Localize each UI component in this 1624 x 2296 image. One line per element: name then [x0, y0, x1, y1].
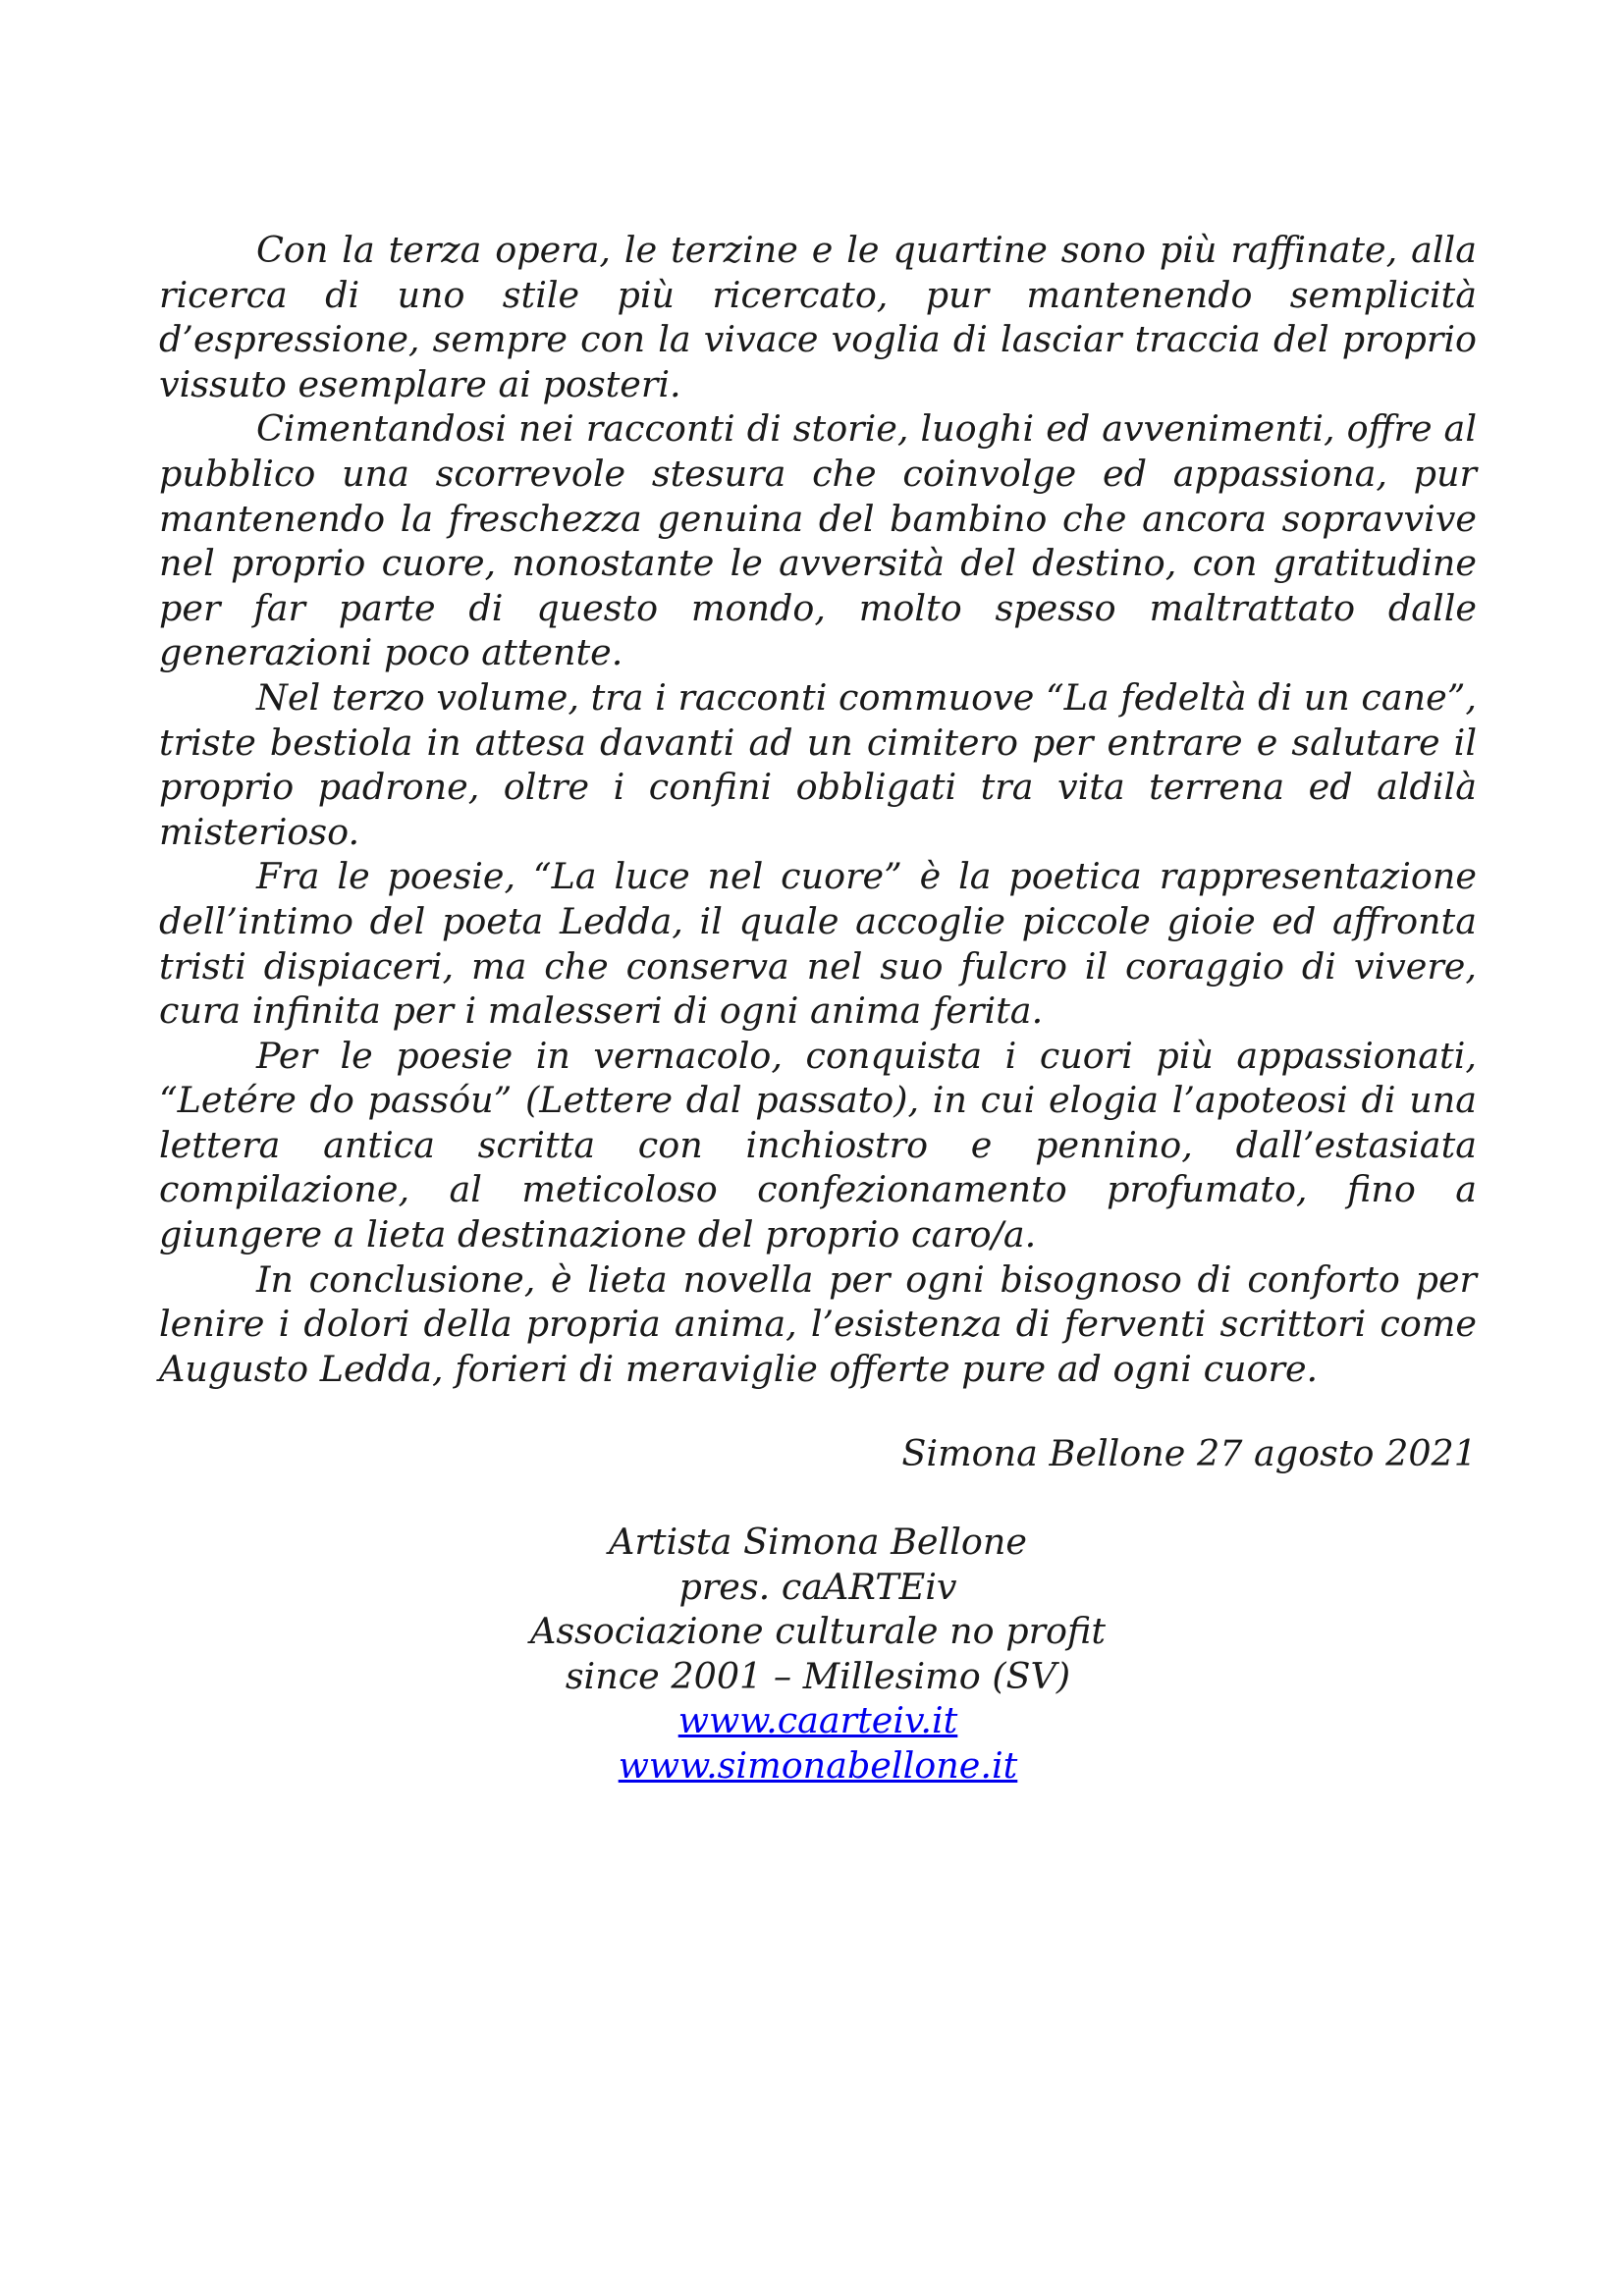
author-role: pres. caARTEiv: [678, 1565, 957, 1608]
caarteiv-link[interactable]: www.caarteiv.it: [677, 1699, 958, 1742]
association-since: since 2001 – Millesimo (SV): [565, 1654, 1071, 1697]
paragraph-1: Con la terza opera, le terzine e le quartine sono più raffinate, alla ricerca di uno stile più ricercato, pur mantenendo semplicità d’espressione, sempre con la vivace voglia di lasciar traccia del proprio vissuto esemplare ai posteri.: [159, 229, 1477, 405]
paragraph-3: Nel terzo volume, tra i racconti commuove “La fedeltà di un cane”, triste bestiola in attesa davanti ad un cimitero per entrare e salutare il proprio padrone, oltre i confini obbligati tra vita terrena ed aldilà misterioso.: [159, 675, 1477, 853]
signature-date: Simona Bellone 27 agosto 2021: [901, 1432, 1477, 1475]
paragraph-2: Cimentandosi nei racconti di storie, luoghi ed avvenimenti, offre al pubblico una scorrevole stesura che coinvolge ed appassiona, pur mantenendo la freschezza genuina del bambino che ancora sopravvive nel proprio cuore, nonostante le avversità del destino, con gratitudine per far parte di questo mondo, molto spesso maltrattato dalle generazioni poco attente.: [159, 407, 1477, 674]
paragraph-4: Fra le poesie, “La luce nel cuore” è la poetica rappresentazione dell’intimo del poeta Ledda, il quale accoglie piccole gioie ed affronta tristi dispiaceri, ma che conserva nel suo fulcro il coraggio di vivere, cura infinita per i malesseri di ogni anima ferita.: [159, 855, 1477, 1033]
footer-link-1-wrapper: [159, 1698, 1477, 1743]
association-name: Associazione culturale no profit: [529, 1610, 1107, 1653]
document-page: [159, 228, 1477, 1789]
paragraph-6: In conclusione, è lieta novella per ogni bisognoso di conforto per lenire i dolori della propria anima, l’esistenza di ferventi scrittori come Augusto Ledda, forieri di meraviglie offerte pure ad ogni cuore.: [159, 1257, 1477, 1390]
author-name: Artista Simona Bellone: [609, 1521, 1027, 1564]
simonabellone-link[interactable]: www.simonabellone.it: [618, 1744, 1018, 1787]
paragraph-5: Per le poesie in vernacolo, conquista i cuori più appassionati, “Letére do passóu” (Lettere dal passato), in cui elogia l’apoteosi di una lettera antica scritta con inchiostro e pennino, dall’estasiata compilazione, al meticoloso confezionamento profumato, fino a giungere a lieta destinazione del proprio caro/a.: [159, 1034, 1477, 1256]
footer-link-2-wrapper: [159, 1743, 1477, 1789]
author-footer: [159, 1520, 1477, 1789]
